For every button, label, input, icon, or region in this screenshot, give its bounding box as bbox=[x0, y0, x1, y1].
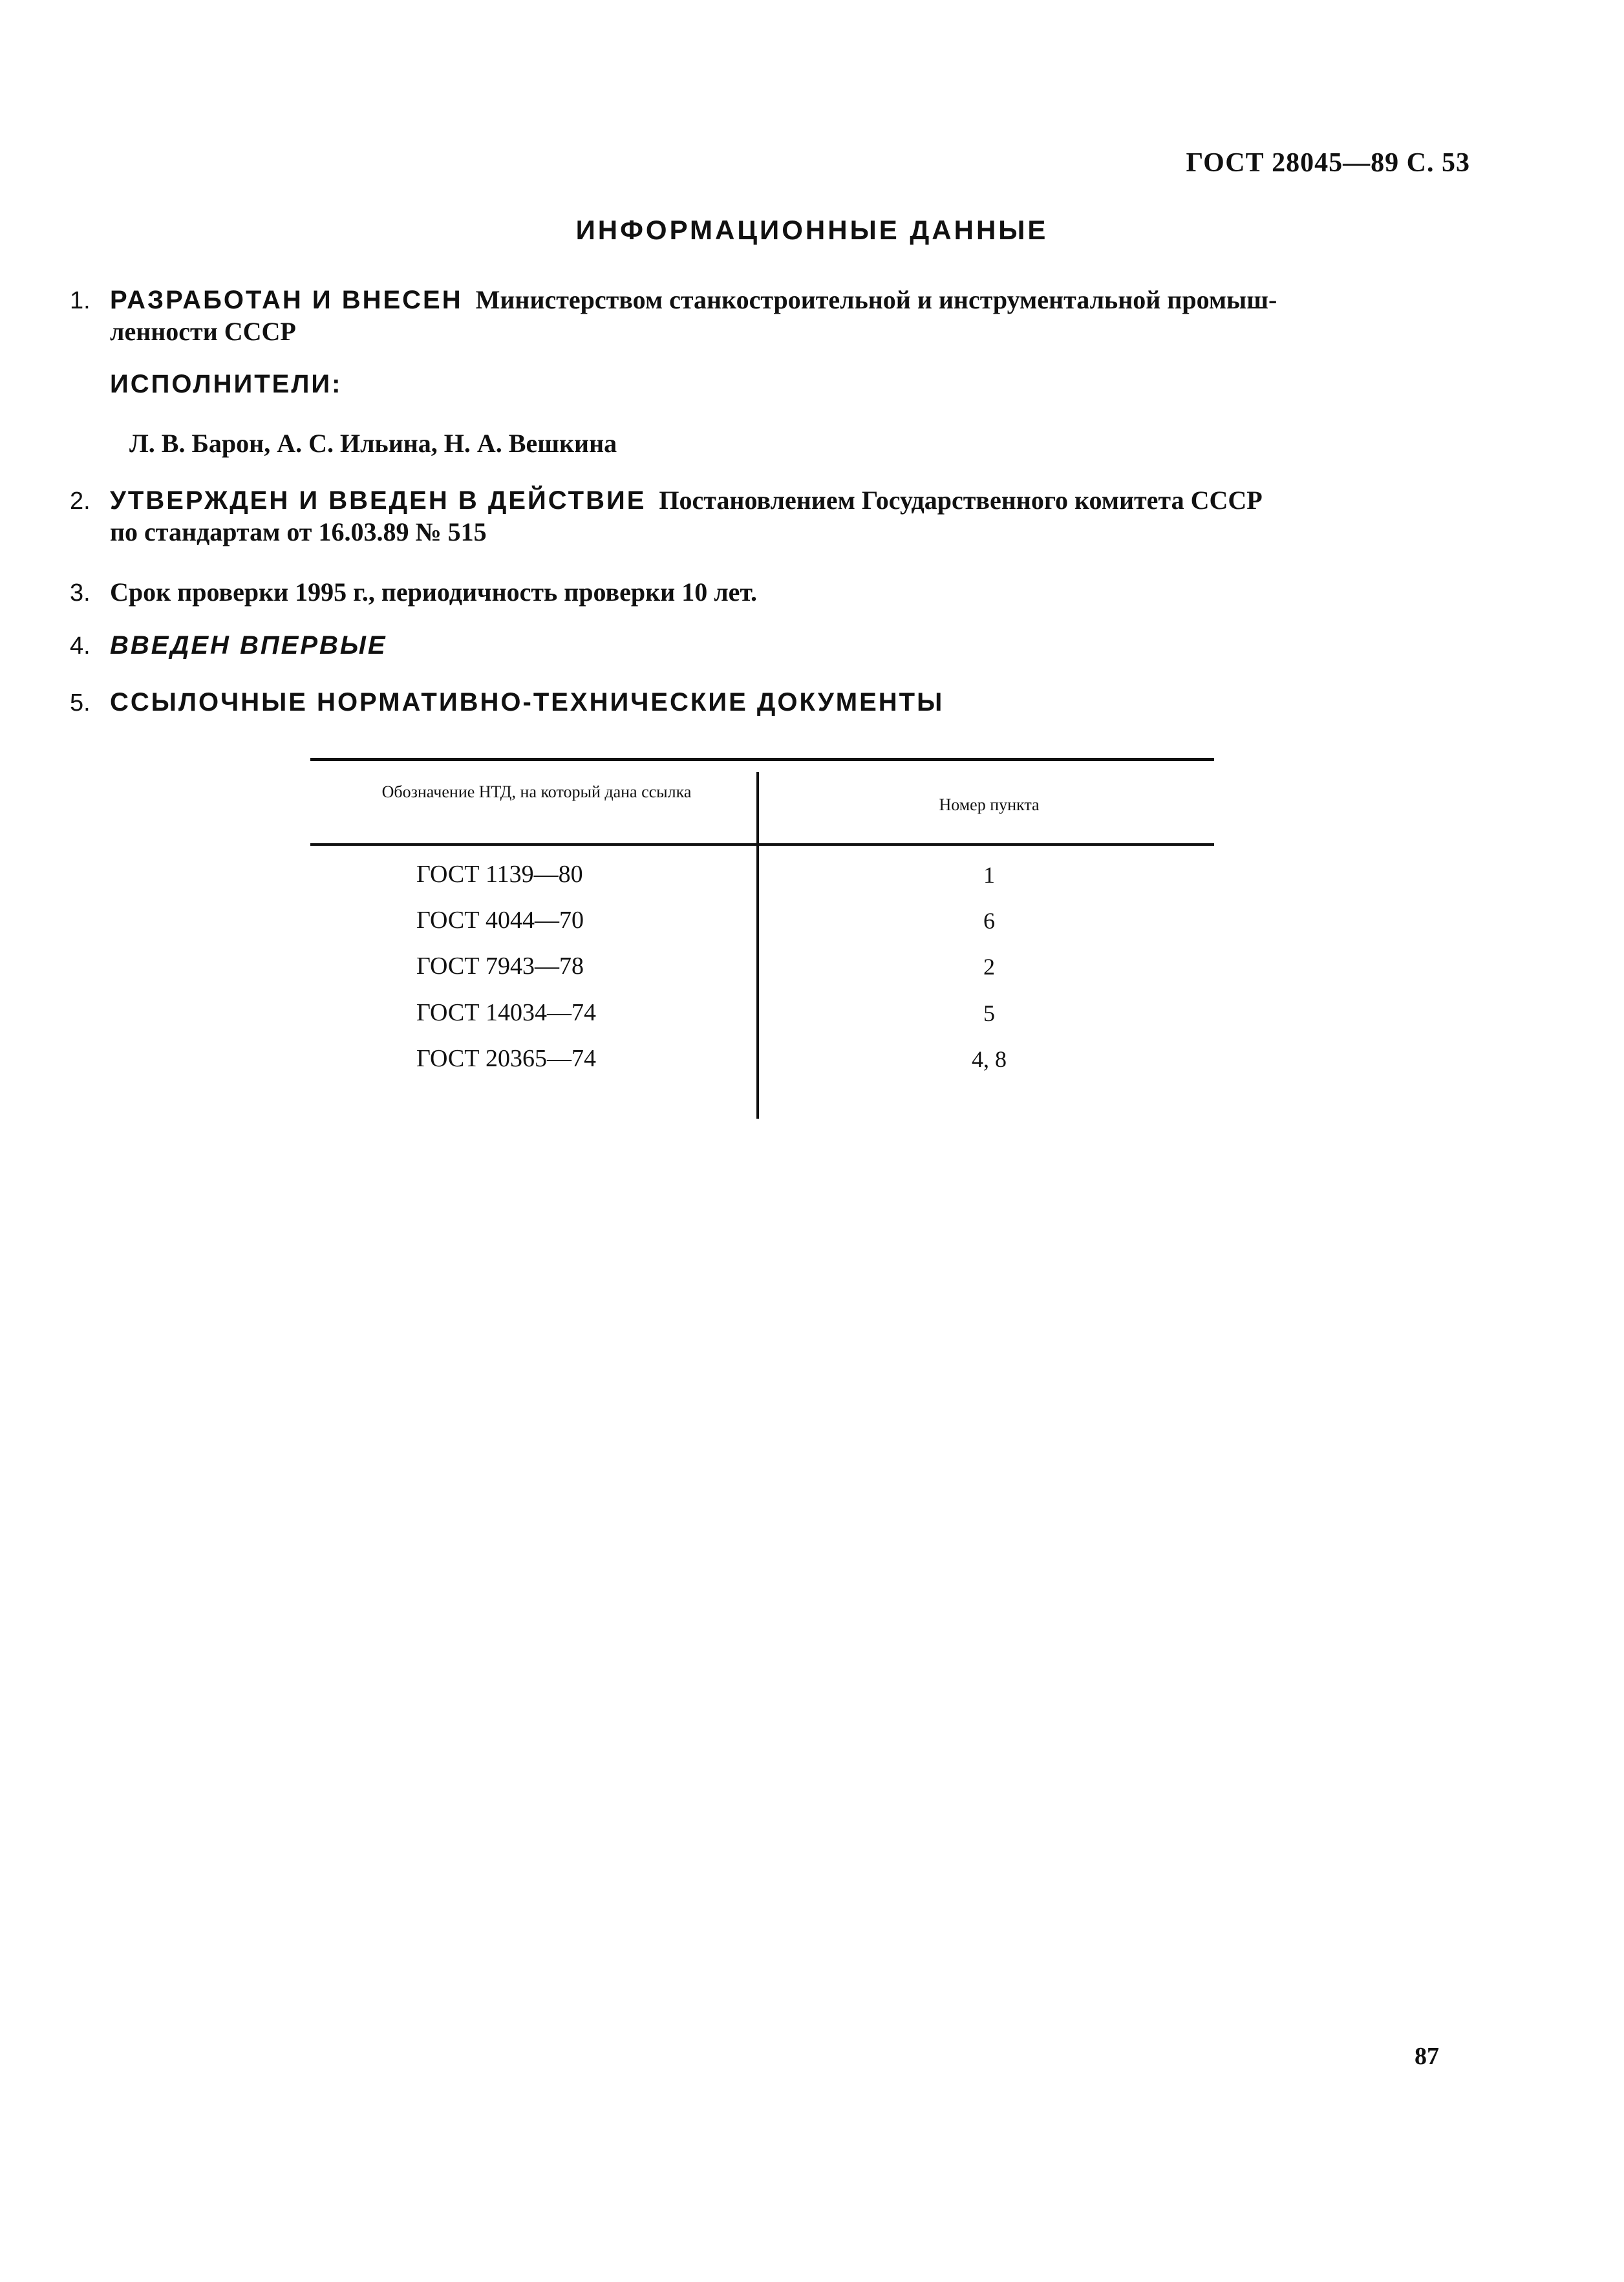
section-heading: УТВЕРЖДЕН И ВВЕДЕН В ДЕЙСТВИЕ bbox=[110, 486, 646, 515]
section-5 bbox=[70, 687, 1471, 718]
table-cell-clause: 6 bbox=[983, 908, 995, 934]
section-heading: ССЫЛОЧНЫЕ НОРМАТИВНО-ТЕХНИЧЕСКИЕ ДОКУМЕНТЫ bbox=[110, 688, 945, 716]
table-cell-designation: ГОСТ 20365—74 bbox=[416, 1045, 596, 1072]
table-header-clause-number: Номер пункта bbox=[939, 795, 1040, 814]
table-cell-clause: 2 bbox=[983, 954, 995, 980]
table-cell-clause: 1 bbox=[983, 862, 995, 888]
table-cell-clause: 4, 8 bbox=[972, 1046, 1007, 1072]
section-heading: РАЗРАБОТАН И ВНЕСЕН bbox=[110, 286, 463, 314]
reference-documents-table bbox=[310, 758, 1214, 1133]
table-header-rule bbox=[310, 843, 1214, 846]
section-2 bbox=[70, 485, 1471, 548]
executors-heading: ИСПОЛНИТЕЛИ: bbox=[110, 370, 343, 398]
table-column-divider bbox=[756, 772, 759, 1119]
section-number: 5. bbox=[70, 689, 91, 716]
table-top-rule bbox=[310, 758, 1214, 761]
executors-names: Л. В. Барон, А. С. Ильина, Н. А. Вешкина bbox=[129, 429, 617, 458]
section-text-continuation: по стандартам от 16.03.89 № 515 bbox=[110, 517, 487, 546]
section-text: Министерством станкостроительной и инструментальной промыш- bbox=[475, 285, 1277, 314]
section-text-continuation: ленности СССР bbox=[110, 317, 296, 346]
table-cell-designation: ГОСТ 14034—74 bbox=[416, 999, 596, 1026]
section-number: 1. bbox=[70, 287, 91, 314]
section-heading: ВВЕДЕН ВПЕРВЫЕ bbox=[110, 631, 387, 660]
table-cell-designation: ГОСТ 7943—78 bbox=[416, 953, 584, 980]
table-cell-designation: ГОСТ 1139—80 bbox=[416, 861, 583, 888]
section-number: 4. bbox=[70, 632, 91, 660]
document-header-reference: ГОСТ 28045—89 С. 53 bbox=[1186, 148, 1470, 178]
table-header-designation: Обозначение НТД, на который дана ссылка bbox=[381, 782, 692, 801]
section-text: Срок проверки 1995 г., периодичность проверки 10 лет. bbox=[110, 577, 758, 607]
page-title: ИНФОРМАЦИОННЫЕ ДАННЫЕ bbox=[575, 215, 1049, 245]
page-number: 87 bbox=[1415, 2043, 1439, 2070]
table-cell-clause: 5 bbox=[983, 1000, 995, 1026]
section-1 bbox=[70, 285, 1471, 347]
section-3 bbox=[70, 577, 1471, 608]
section-4 bbox=[70, 630, 1471, 662]
table-cell-designation: ГОСТ 4044—70 bbox=[416, 907, 584, 934]
section-number: 3. bbox=[70, 579, 91, 607]
section-text: Постановлением Государственного комитета СССР bbox=[659, 486, 1263, 515]
section-number: 2. bbox=[70, 488, 91, 515]
